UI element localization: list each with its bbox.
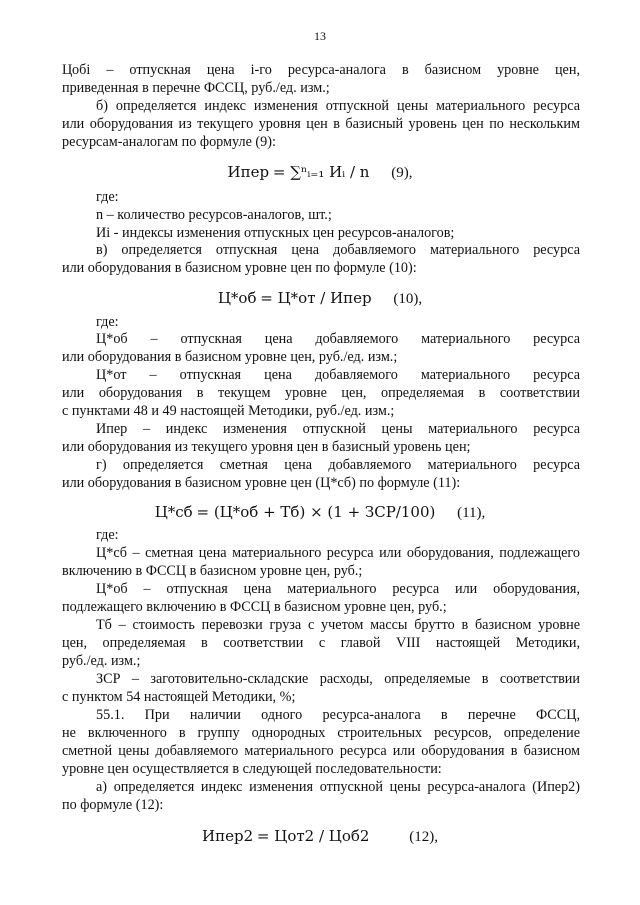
text-line: Ц*об – отпускная цена добавляемого материального ресурса (96, 331, 580, 347)
text-line: Ц*сб – сметная цена материального ресурса или оборудования, подлежащего (96, 545, 580, 561)
formula-9-lhs: Ипер (227, 163, 270, 181)
formula-11: Ц*сб = (Ц*об + Тб) × (1 + ЗСР/100) (11), (154, 503, 486, 521)
formula-12-lhs: Ипер2 (202, 827, 254, 845)
text-line: в) определяется отпускная цена добавляемого материального ресурса (96, 242, 580, 258)
formula-9-number: (9), (391, 165, 413, 181)
formula-10: Ц*об = Ц*от / Ипер (10), (217, 289, 423, 307)
formula-11-lhs: Ц*сб (154, 503, 193, 521)
text-line: Ипер – индекс изменения отпускной цены материального ресурса (96, 421, 580, 437)
text-line: уровне цен осуществляется в следующей последовательности: (62, 761, 442, 777)
text-line: 55.1. При наличии одного ресурса-аналога в перечне ФССЦ, (96, 707, 580, 723)
text-line: где: (96, 314, 119, 330)
text-line: или оборудования в текущем уровне цен, определяемая в соответствии (62, 385, 580, 401)
text-line: или оборудования в базисном уровне цен, руб./ед. изм.; (62, 349, 398, 365)
text-line: Ц*об – отпускная цена материального ресурса или оборудования, (96, 581, 580, 597)
text-line: б) определяется индекс изменения отпускной цены материального ресурса (96, 98, 580, 114)
formula-12-rhs: Цот2 / Цоб2 (274, 827, 370, 845)
text-line: ЗСР – заготовительно-складские расходы, определяемые в соответствии (96, 671, 580, 687)
text-line: ресурсам-аналогам по формуле (9): (62, 134, 276, 150)
page-number: 13 (314, 29, 326, 43)
formula-10-rhs: Ц*от / Ипер (277, 289, 372, 307)
formula-12: Ипер2 = Цот2 / Цоб2 (12), (202, 827, 438, 845)
formula-9-rhs: ∑ⁿᵢ₌₁ Иᵢ / n (290, 163, 370, 181)
text-line: Тб – стоимость перевозки груза с учетом массы брутто в базисном уровне (96, 617, 580, 633)
text-line: руб./ед. изм.; (62, 653, 141, 669)
text-line: цен, определяемая в соответствии с главой VIII настоящей Методики, (62, 635, 580, 651)
text-line: не включенного в группу однородных строительных ресурсов, определение (62, 725, 580, 741)
text-line: г) определяется сметная цена добавляемого материального ресурса (96, 457, 580, 473)
text-line: с пунктами 48 и 49 настоящей Методики, руб./ед. изм.; (62, 403, 395, 419)
text-line: Цобi – отпускная цена i-го ресурса-аналога в базисном уровне цен, (62, 62, 580, 78)
formula-10-number: (10), (393, 291, 423, 307)
text-line: где: (96, 189, 119, 205)
text-line: а) определяется индекс изменения отпускной цены ресурса-аналога (Ипер2) (96, 779, 580, 795)
text-line: или оборудования из текущего уровня цен в базисный уровень цен по нескольким (62, 116, 580, 132)
formula-11-number: (11), (457, 505, 486, 521)
text-line: или оборудования из текущего уровня цен в базисный уровень цен; (62, 439, 471, 455)
text-line: или оборудования в базисном уровне цен по формуле (10): (62, 260, 417, 276)
text-line: с пунктом 54 настоящей Методики, %; (62, 689, 296, 705)
text-line: где: (96, 527, 119, 543)
formula-10-lhs: Ц*об (217, 289, 257, 307)
text-line: включению в ФССЦ в базисном уровне цен, руб.; (62, 563, 363, 579)
formula-11-rhs: (Ц*об + Тб) × (1 + ЗСР/100) (213, 503, 436, 521)
text-line: Иi - индексы изменения отпускных цен ресурсов-аналогов; (96, 225, 455, 241)
text-line: подлежащего включению в ФССЦ в базисном уровне цен, руб.; (62, 599, 447, 615)
text-line: Ц*от – отпускная цена добавляемого материального ресурса (96, 367, 580, 383)
formula-12-number: (12), (409, 829, 438, 845)
text-line: n – количество ресурсов-аналогов, шт.; (96, 207, 332, 223)
text-line: приведенная в перечне ФССЦ, руб./ед. изм.; (62, 80, 330, 96)
text-line: по формуле (12): (62, 797, 164, 813)
text-line: сметной цены добавляемого материального ресурса или оборудования в базисном (62, 743, 580, 759)
text-line: или оборудования в базисном уровне цен (Ц*сб) по формуле (11): (62, 475, 461, 491)
formula-9: Ипер = ∑ⁿᵢ₌₁ Иᵢ / n (9), (227, 163, 413, 181)
